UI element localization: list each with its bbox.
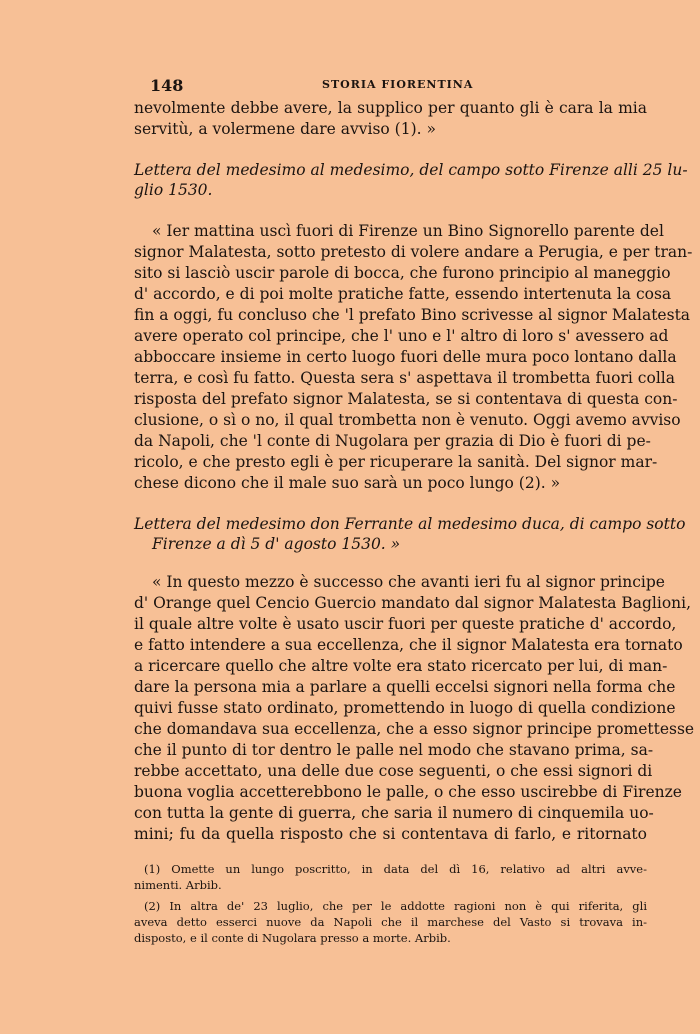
text-line: dare la persona mia a parlare a quelli eccelsi signori nella forma che <box>134 678 676 696</box>
text-line: mini; fu da quella risposto che si contentava di farlo, e ritornato <box>134 825 647 843</box>
letter-heading-line: Firenze a dì 5 d' agosto 1530. » <box>152 535 401 553</box>
text-line: avere operato col principe, che l' uno e l' altro di loro s' avessero ad <box>134 327 669 345</box>
page-header <box>150 76 648 96</box>
text-line: fin a oggi, fu concluso che 'l prefato Bino scrivesse al signor Malatesta <box>134 306 691 324</box>
letter-heading-line: Lettera del medesimo don Ferrante al medesimo duca, di campo sotto <box>134 515 686 533</box>
text-line: sito si lasciò uscir parole di bocca, che furono principio al maneggio <box>134 264 671 282</box>
footnote-line: disposto, e il conte di Nugolara presso a morte. Arbib. <box>134 931 451 945</box>
footnote-line: (2) In altra de' 23 luglio, che per le addotte ragioni non è qui riferita, gli <box>144 899 647 913</box>
text-line: « In questo mezzo è successo che avanti ieri fu al signor principe <box>152 573 665 591</box>
footnote-line: (1) Omette un lungo poscritto, in data del dì 16, relativo ad altri avve- <box>144 862 647 876</box>
page-number: 148 <box>150 76 184 95</box>
text-line: quivi fusse stato ordinato, promettendo in luogo di quella condizione <box>134 699 676 717</box>
text-line: clusione, o sì o no, il qual trombetta non è venuto. Oggi avemo avviso <box>134 411 681 429</box>
text-line: ricolo, e che presto egli è per ricuperare la sanità. Del signor mar- <box>134 453 658 471</box>
text-line: risposta del prefato signor Malatesta, se si contentava di questa con- <box>134 390 678 408</box>
text-line: il quale altre volte è usato uscir fuori per queste pratiche d' accordo, <box>134 615 677 633</box>
text-line: abboccare insieme in certo luogo fuori delle mura poco lontano dalla <box>134 348 677 366</box>
text-line: buona voglia accetterebbono le palle, o che esso uscirebbe di Firenze <box>134 783 682 801</box>
text-line: nevolmente debbe avere, la supplico per quanto gli è cara la mia <box>134 99 647 117</box>
text-line: servitù, a volermene dare avviso (1). » <box>134 120 436 138</box>
text-line: « Ier mattina uscì fuori di Firenze un Bino Signorello parente del <box>152 222 664 240</box>
text-line: con tutta la gente di guerra, che saria il numero di cinquemila uo- <box>134 804 654 822</box>
text-line: chese dicono che il male suo sarà un poco lungo (2). » <box>134 474 561 492</box>
text-line: che il punto di tor dentro le palle nel modo che stavano prima, sa- <box>134 741 654 759</box>
text-line: rebbe accettato, una delle due cose seguenti, o che essi signori di <box>134 762 653 780</box>
text-line: e fatto intendere a sua eccellenza, che il signor Malatesta era tornato <box>134 636 683 654</box>
footnote-line: nimenti. Arbib. <box>134 878 222 892</box>
text-line: che domandava sua eccellenza, che a esso signor principe promettesse <box>134 720 695 738</box>
footnote-line: aveva detto esserci nuove da Napoli che il marchese del Vasto si trovava in- <box>134 915 647 929</box>
text-line: da Napoli, che 'l conte di Nugolara per grazia di Dio è fuori di pe- <box>134 432 651 450</box>
text-line: d' accordo, e di poi molte pratiche fatte, essendo intertenuta la cosa <box>134 285 672 303</box>
letter-heading-line: Lettera del medesimo al medesimo, del campo sotto Firenze alli 25 lu- <box>134 161 688 179</box>
text-line: d' Orange quel Cencio Guercio mandato dal signor Malatesta Baglioni, <box>134 594 692 612</box>
text-line: signor Malatesta, sotto pretesto di volere andare a Perugia, e per tran- <box>134 243 693 261</box>
text-line: a ricercare quello che altre volte era stato ricercato per lui, di man- <box>134 657 668 675</box>
text-line: terra, e così fu fatto. Questa sera s' aspettava il trombetta fuori colla <box>134 369 675 387</box>
running-head: STORIA FIORENTINA <box>322 78 474 91</box>
letter-heading-line: glio 1530. <box>134 181 213 199</box>
